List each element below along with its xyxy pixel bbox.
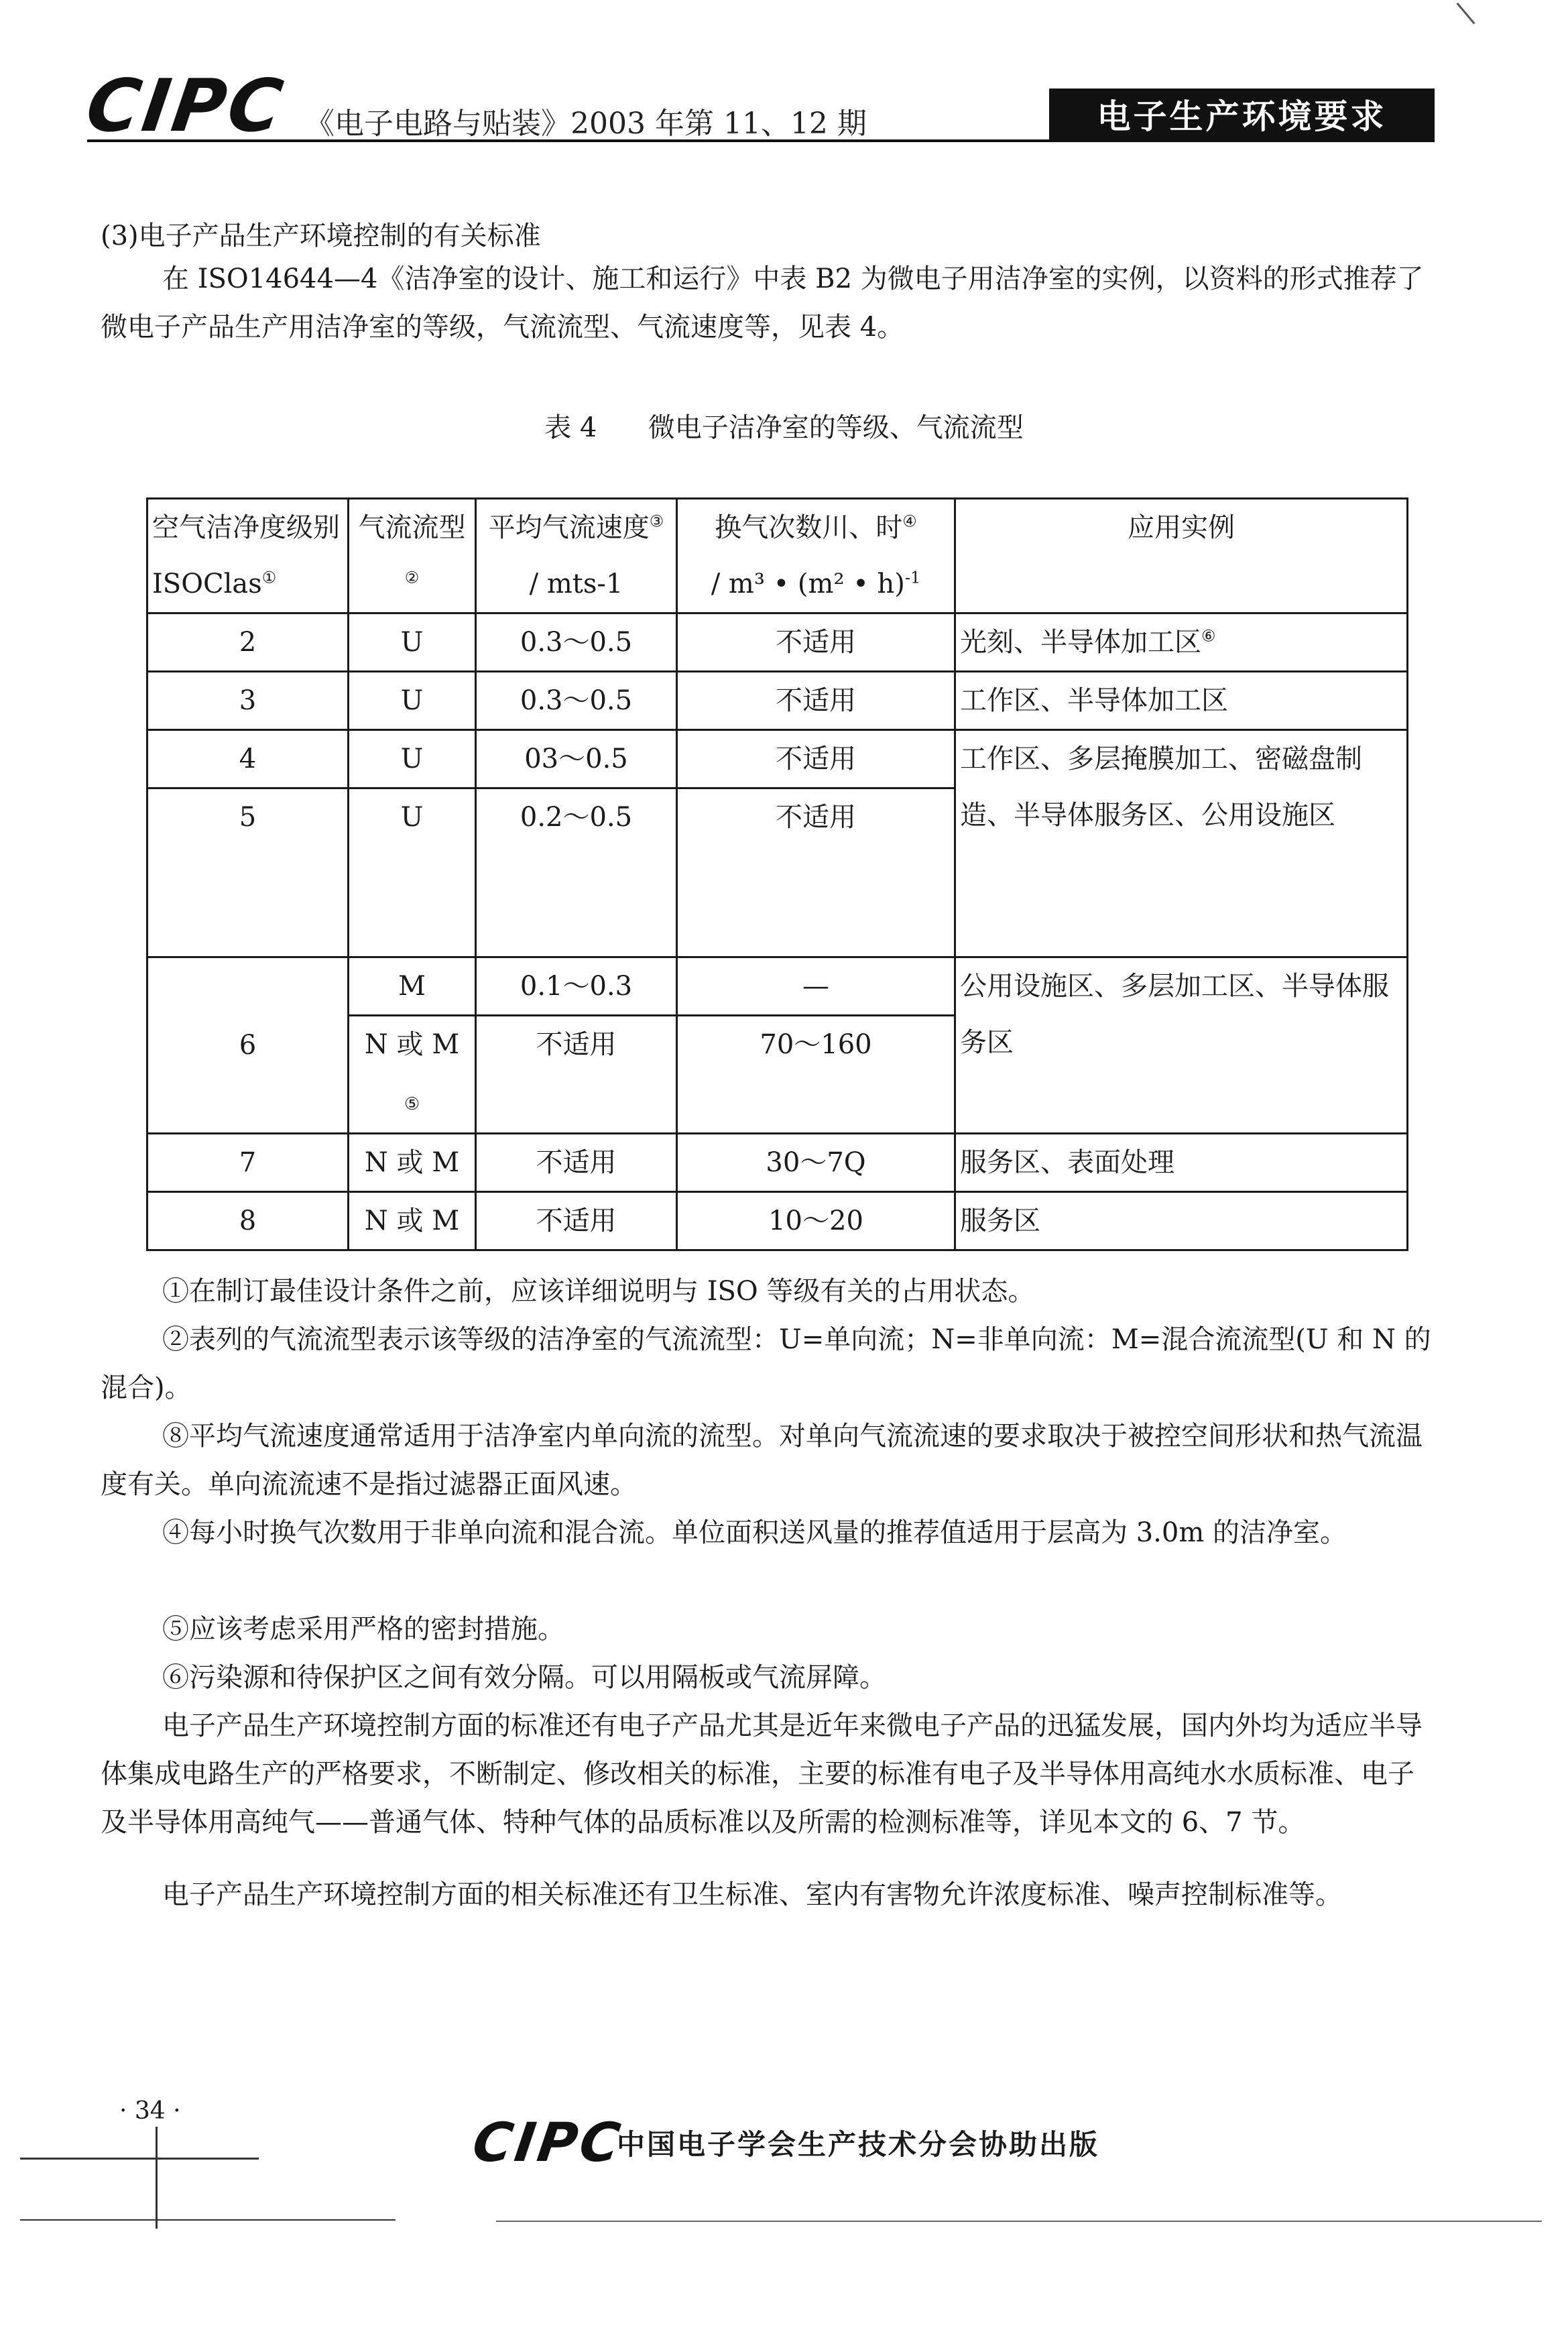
cell-application: 工作区、多层掩膜加工、密磁盘制造、半导体服务区、公用设施区: [955, 730, 1408, 957]
body-paragraph: 电子产品生产环境控制方面的相关标准还有卫生标准、室内有害物允许浓度标准、噪声控制标准等。: [162, 1879, 1342, 1910]
publisher-note: 中国电子学会生产技术分会协助出版: [617, 2128, 1100, 2161]
cell-air-changes: 10～20: [677, 1192, 955, 1250]
cell-application: 工作区、半导体加工区: [955, 672, 1408, 730]
table-row: [147, 672, 1408, 730]
page-number: · 34 ·: [119, 2097, 181, 2125]
header-rule: [87, 139, 1435, 142]
cell-grade: 6: [147, 957, 349, 1134]
header-cleanliness-class: 空气洁净度级别 ISOClas①: [147, 499, 349, 613]
cell-speed: 0.3～0.5: [476, 613, 677, 672]
cell-flow: U: [349, 730, 476, 788]
cell-air-changes: 70～160: [677, 1016, 955, 1134]
cell-grade: 4: [147, 730, 349, 788]
footnote-1: ①在制订最佳设计条件之前，应该详细说明与 ISO 等级有关的占用状态。: [162, 1276, 1035, 1307]
journal-title: 《电子电路与贴装》2003 年第 11、12 期: [305, 107, 867, 141]
section-title: (3)电子产品生产环境控制的有关标准: [101, 221, 541, 251]
table-row: [147, 1192, 1408, 1250]
cell-application: 服务区: [955, 1192, 1408, 1250]
cell-speed: 不适用: [476, 1192, 677, 1250]
footnote-5: ⑤应该考虑采用严格的密封措施。: [162, 1614, 564, 1645]
cell-flow: N 或 M: [349, 1192, 476, 1250]
cell-flow: U: [349, 672, 476, 730]
cell-speed: 0.3～0.5: [476, 672, 677, 730]
footnote-6: ⑥污染源和待保护区之间有效分隔。可以用隔板或气流屏障。: [162, 1662, 886, 1693]
footer-rule: [156, 2127, 158, 2229]
cell-speed: 不适用: [476, 1016, 677, 1134]
table-caption: 表 4 微电子洁净室的等级、气流流型: [544, 412, 1024, 443]
header-airflow-pattern: 气流流型②: [349, 499, 476, 613]
cell-flow: U: [349, 613, 476, 672]
table-header-row: [147, 499, 1408, 613]
cell-grade: 2: [147, 613, 349, 672]
cell-grade: 3: [147, 672, 349, 730]
cell-air-changes: 不适用: [677, 730, 955, 788]
cell-flow: N 或 M ⑤: [349, 1016, 476, 1134]
table-row: [147, 730, 1408, 788]
header-average-velocity: 平均气流速度③ / mts-1: [476, 499, 677, 613]
cell-speed: 0.1～0.3: [476, 957, 677, 1016]
table-row: [147, 1134, 1408, 1192]
cell-air-changes: 30～7Q: [677, 1134, 955, 1192]
footnote-4: ④每小时换气次数用于非单向流和混合流。单位面积送风量的推荐值适用于层高为 3.0m 的洁净室。: [162, 1517, 1347, 1548]
cell-speed: 03～0.5: [476, 730, 677, 788]
table-row: [147, 613, 1408, 672]
cell-flow: M: [349, 957, 476, 1016]
cipc-logo: CIPC: [81, 64, 290, 148]
footer-rule: [20, 2219, 396, 2221]
cell-grade: 5: [147, 788, 349, 957]
cipc-logo-footer: CIPC: [469, 2111, 627, 2174]
cell-application: 光刻、半导体加工区⑥: [955, 613, 1408, 672]
cleanroom-grade-table: [146, 497, 1408, 1251]
cell-speed: 不适用: [476, 1134, 677, 1192]
footer-rule: [20, 2158, 259, 2160]
header-application: 应用实例: [955, 499, 1408, 613]
cell-grade: 7: [147, 1134, 349, 1192]
body-paragraph: 电子产品生产环境控制方面的标准还有电子产品尤其是近年来微电子产品的迅猛发展，国内外均为适应半导体集成电路生产的严格要求，不断制定、修改相关的标准，主要的标准有电子及半导体用高纯水水质标准、电子及半导体用高纯气——普通气体、特种气体的品质标准以及所需的检测标准等，详见本文的 6、7 节。: [101, 1710, 1423, 1838]
cell-air-changes: 不适用: [677, 788, 955, 957]
footer-rule: [496, 2221, 1542, 2222]
cell-application: 服务区、表面处理: [955, 1134, 1408, 1192]
section-banner: 电子生产环境要求: [1049, 89, 1435, 139]
cell-air-changes: 不适用: [677, 672, 955, 730]
header-air-changes: 换气次数川、时④ / m³ • (m² • h)$^{-1}$: [677, 499, 955, 613]
footnote-2: ②表列的气流流型表示该等级的洁净室的气流流型：U=单向流；N=非单向流：M=混合流流型(U 和 N 的混合)。: [101, 1324, 1431, 1403]
cell-air-changes: —: [677, 957, 955, 1016]
corner-scan-mark: [1456, 3, 1475, 25]
cell-grade: 8: [147, 1192, 349, 1250]
footnote-3: ⑧平均气流速度通常适用于洁净室内单向流的流型。对单向气流流速的要求取决于被控空间形状和热气流温度有关。单向流流速不是指过滤器正面风速。: [101, 1421, 1423, 1500]
intro-paragraph: 在 ISO14644—4《洁净室的设计、施工和运行》中表 B2 为微电子用洁净室的实例，以资料的形式推荐了微电子产品生产用洁净室的等级，气流流型、气流速度等，见表 4。: [101, 263, 1424, 343]
cell-application: 公用设施区、多层加工区、半导体服务区: [955, 957, 1408, 1134]
cell-flow: U: [349, 788, 476, 957]
table-row: [147, 957, 1408, 1016]
cell-air-changes: 不适用: [677, 613, 955, 672]
cell-flow: N 或 M: [349, 1134, 476, 1192]
cell-speed: 0.2～0.5: [476, 788, 677, 957]
